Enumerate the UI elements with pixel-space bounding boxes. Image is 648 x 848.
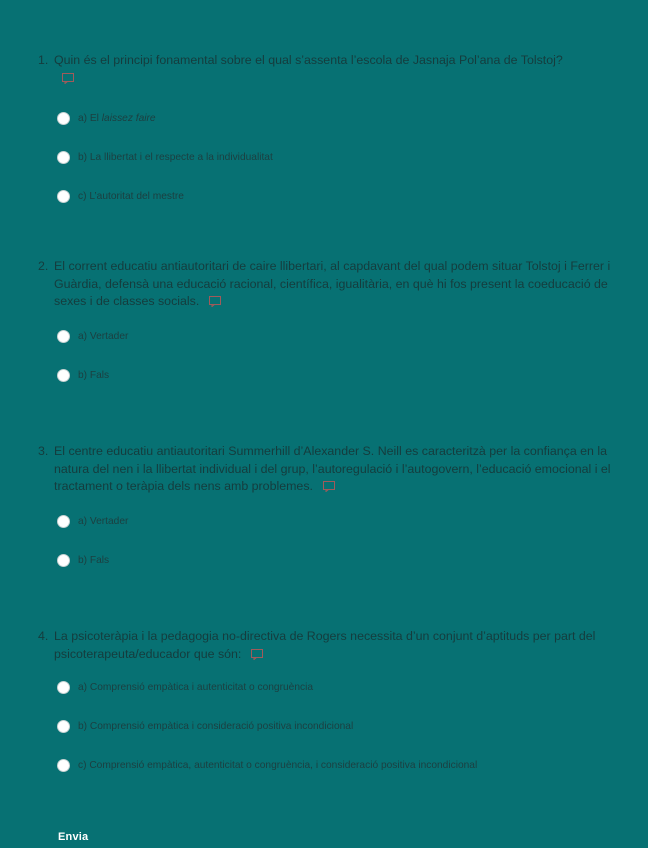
option-2b[interactable] <box>57 367 614 384</box>
option-4b[interactable] <box>57 718 614 735</box>
option-label: b) Fals <box>78 369 110 381</box>
question-2-header <box>38 258 614 311</box>
option-label: c) Comprensió empàtica, autenticitat o congruència, i consideració positiva incondicional <box>78 760 478 771</box>
comment-hint-icon[interactable] <box>62 73 74 84</box>
option-3a[interactable] <box>57 513 614 530</box>
question-number: 1. <box>38 53 49 67</box>
option-label: b) Fals <box>78 554 110 566</box>
question-number: 3. <box>38 444 49 458</box>
question-text: El corrent educatiu antiautoritari de caire llibertari, al capdavant del qual podem situar Tolstoj i Ferrer i Guàrdia, defensà una educació racional, científica, igualitària, en què hi fos present la coeducació de sexes i de classes socials. <box>54 259 611 308</box>
radio-button[interactable] <box>57 151 70 164</box>
question-number: 2. <box>38 259 49 273</box>
question-1 <box>38 52 614 205</box>
option-label: b) La llibertat i el respecte a la individualitat <box>78 152 273 163</box>
question-4-header <box>38 628 614 663</box>
option-4a[interactable] <box>57 679 614 696</box>
option-label: b) Comprensió empàtica i consideració positiva incondicional <box>78 721 354 732</box>
question-text: Quin és el principi fonamental sobre el qual s’assenta l’escola de Jasnaja Pol’ana de Tolstoj? <box>54 52 614 87</box>
question-2 <box>38 258 614 384</box>
option-1c[interactable] <box>57 188 614 205</box>
radio-button[interactable] <box>57 720 70 733</box>
radio-button[interactable] <box>57 112 70 125</box>
option-4c[interactable] <box>57 757 614 774</box>
radio-button[interactable] <box>57 515 70 528</box>
question-3 <box>38 443 614 569</box>
question-4 <box>38 628 614 774</box>
question-text: El centre educatiu antiautoritari Summerhill d’Alexander S. Neill es caracteritzà per la confiança en la natura del nen i la llibertat individual i del grup, l’autoregulació i l’autogovern, l’educació emocional i el tractament o teràpia dels nens amb problemes. <box>54 444 611 493</box>
radio-button[interactable] <box>57 369 70 382</box>
comment-hint-icon[interactable] <box>209 296 221 307</box>
option-label: a) Comprensió empàtica i autenticitat o congruència <box>78 682 314 693</box>
comment-hint-icon[interactable] <box>323 481 335 492</box>
question-text: La psicoteràpia i la pedagogia no-directiva de Rogers necessita d’un conjunt d’aptituds per part del psicoterapeuta/educador que són: <box>54 629 596 661</box>
question-number: 4. <box>38 629 49 643</box>
radio-button[interactable] <box>57 759 70 772</box>
question-3-header <box>38 443 614 496</box>
option-1a[interactable] <box>57 110 614 127</box>
submit-button[interactable]: Envia <box>58 831 89 843</box>
option-1b[interactable] <box>57 149 614 166</box>
option-3b[interactable] <box>57 552 614 569</box>
option-label: a) Vertader <box>78 330 129 342</box>
radio-button[interactable] <box>57 190 70 203</box>
radio-button[interactable] <box>57 554 70 567</box>
question-1-header <box>38 52 614 87</box>
option-label: a) Vertader <box>78 515 129 527</box>
radio-button[interactable] <box>57 681 70 694</box>
radio-button[interactable] <box>57 330 70 343</box>
option-2a[interactable] <box>57 328 614 345</box>
comment-hint-icon[interactable] <box>251 649 263 660</box>
option-label: c) L’autoritat del mestre <box>78 191 184 202</box>
option-label: a) El laissez faire <box>78 113 156 124</box>
